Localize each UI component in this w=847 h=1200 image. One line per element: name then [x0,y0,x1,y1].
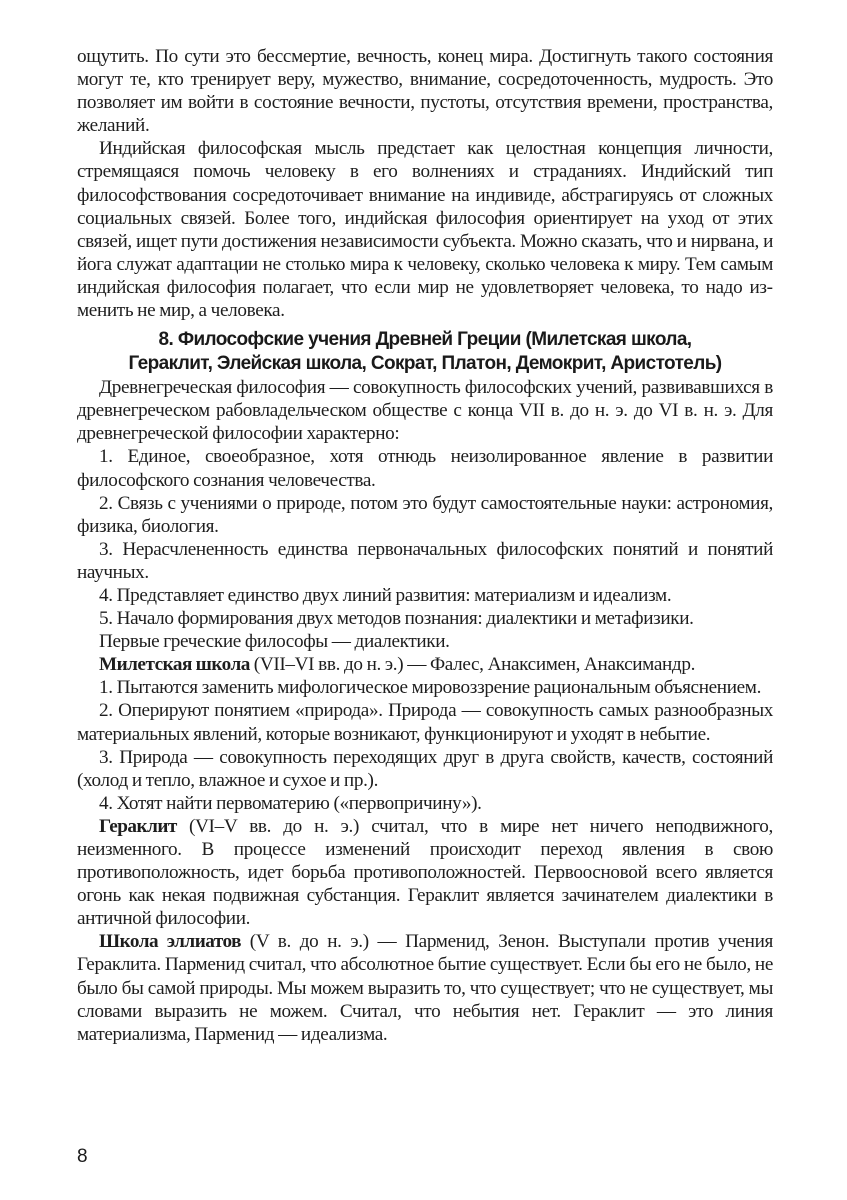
term-heraclitus: Гераклит [99,815,177,837]
list-item-feature-1: 1. Единое, своеобразное, хотя отнюдь неизолированное явление в развитии философского сознания человечества. [77,446,773,491]
heraclitus-text: (VI–V вв. до н. э.) считал, что в мире нет ничего неподвижного, неизменного. В процессе изменений происходит переход явления в свою противоположность, идет борьба противоположностей. Первоосновой всего является огонь как некая подвижная субстанция. Гераклит является зачинателем диалектики в античной философии. [77,815,773,930]
list-item-miletus-2: 2. Оперируют понятием «природа». Природа — совокупность самых разнообразных материальных явлений, которые возникают, функционируют и уходят в небытие. [77,700,773,745]
list-item-miletus-1: 1. Пытаются заменить мифологическое мировоззрение рациональным объяснением. [99,677,762,699]
paragraph-first-philosophers: Первые греческие философы — диалектики. [99,631,450,653]
paragraph-indian-philosophy: Индийская философская мысль предстает как целостная концепция личности, стремящаяся помочь человеку в его волнениях и страданиях. Индийский тип философствования сосредоточивает внимание на индивиде, абстрагируясь от сложных социальных связей. Более того, индийская философия ориентирует на уход от этих связей, ищет пути достижения независимости субъекта. Можно сказать, что и нирвана, и йога служат адаптации не столько мира к человеку, сколько человека к миру. Тем самым индийская философия полагает, что если мир не удовлетворяет человека, то надо изменить не мир, а человека. [77,138,773,322]
list-item-miletus-4: 4. Хотят найти первоматерию («первопричину»). [99,792,482,814]
list-item-feature-2: 2. Связь с учениями о природе, потом это будут самостоятельные науки: астрономия, физика, биология. [77,492,773,537]
list-item-feature-5: 5. Начало формирования двух методов познания: диалектики и метафизики. [99,608,694,630]
paragraph-miletus-school [77,653,773,676]
section-heading [77,328,773,376]
section-heading-line-1: 8. Философские учения Древней Греции (Милетская школа, [158,329,692,351]
paragraph-continued: ощутить. По сути это бессмертие, вечность, конец мира. Достигнуть такого состояния могут те, кто тренирует веру, мужество, внимание, сосредоточенность, мудрость. Это позволяет им войти в состояние вечности, пустоты, отсутствия времени, пространства, желаний. [77,46,773,137]
document-page [77,45,773,1046]
eleatic-school-text: (V в. до н. э.) — Парменид, Зенон. Выступали против учения Гераклита. Парменид считал, что абсолютное бытие существует. Если бы его не было, не было бы самой природы. Мы можем выразить то, что существует; что не существует, мы словами выразить не можем. Считал, что небытия нет. Гераклит — это линия материализма, Парменид — идеализма. [77,931,773,1045]
paragraph-greek-philosophy-definition: Древнегреческая философия — совокупность философских учений, развивавшихся в древнегреческом рабовладельческом обществе с конца VII в. до н. э. до VI в. н. э. Для древнегреческой философии характерно: [77,377,773,445]
term-eleatic-school: Школа эллиатов [99,931,241,953]
list-item-miletus-3: 3. Природа — совокупность переходящих друг в друга свойств, качеств, состояний (холод и тепло, влажное и сухое и пр.). [77,746,773,791]
list-item-feature-3: 3. Нерасчлененность единства первоначальных философских понятий и понятий научных. [77,538,773,583]
term-miletus-school: Милетская школа [99,654,250,676]
miletus-school-text: (VII–VI вв. до н. э.) — Фалес, Анаксимен, Анаксимандр. [249,654,696,676]
paragraph-heraclitus [77,815,773,930]
page-number: 8 [77,1146,88,1167]
paragraph-eleatic-school [77,930,773,1045]
list-item-feature-4: 4. Представляет единство двух линий развития: материализм и идеализм. [99,584,672,606]
section-heading-line-2: Гераклит, Элейская школа, Сократ, Платон, Демокрит, Аристотель) [128,353,722,375]
